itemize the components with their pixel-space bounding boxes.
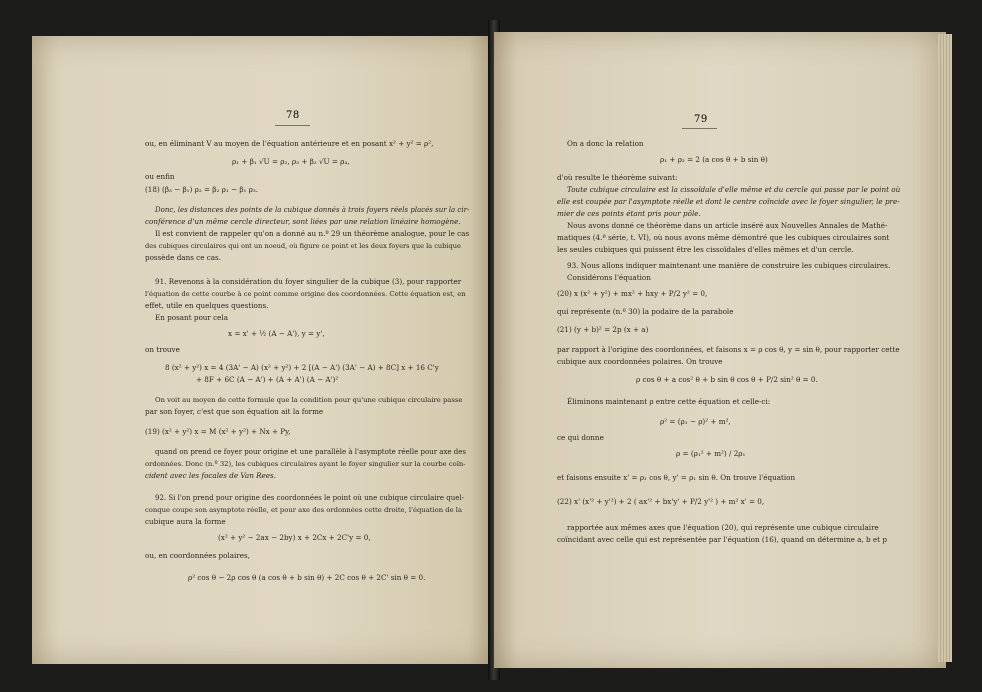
text-line: des cubiques circulaires qui ont un noeud, où figure ce point et les deux foyers que la cubique xyxy=(145,242,461,250)
text-line: par son foyer, c'est que son équation ait la forme xyxy=(145,407,324,416)
text-line: Donc, les distances des points de la cubique donnés à trois foyers réels placés sur la cir- xyxy=(155,206,470,214)
equation-line: ρ² = (ρ₁ − ρ)² + m², xyxy=(660,417,731,426)
text-line: d'où resulte le théorème suivant: xyxy=(557,173,678,182)
text-line: En posant pour cela xyxy=(155,313,229,322)
right-header-rule xyxy=(682,128,717,129)
text-line: qui représente (n.º 30) la podaire de la parabole xyxy=(557,307,734,316)
left-page xyxy=(32,36,492,664)
text-line: Toute cubique circulaire est la cissoïdale d'elle même et du cercle qui passe par le point où xyxy=(567,185,901,194)
equation-line: + 8F + 6C (A − A') + (A + A') (A − A')² xyxy=(196,375,339,384)
text-line: cident avec les focales de Van Rees. xyxy=(145,471,276,480)
text-line: ou, en coordonnées polaires, xyxy=(145,551,250,560)
text-line: Considérons l'équation xyxy=(567,273,651,282)
text-line: rapportée aux mêmes axes que l'équation (20), qui représente une cubique circulaire xyxy=(567,523,879,532)
right-page-number: 79 xyxy=(694,114,708,125)
equation-line: (19) (x² + y²) x = M (x² + y²) + Nx + Py, xyxy=(145,427,291,436)
text-line: conférence d'un même cercle directeur, sont liées par une relation linéaire homogène. xyxy=(145,217,461,226)
equation-line: (x² + y² − 2ax − 2by) x + 2Cx + 2C'y = 0, xyxy=(218,533,371,542)
equation-line: ρ cos θ + a cos² θ + b sin θ cos θ + P/2 sin² θ = 0. xyxy=(636,375,818,384)
text-line: les seules cubiques qui puissent être les cissoïdales d'elles mêmes et d'un cercle. xyxy=(557,245,854,254)
section-93-line: 93. Nous allons indiquer maintenant une manière de construire les cubiques circulaires. xyxy=(567,261,891,270)
text-line: cubique aux coordonnées polaires. On trouve xyxy=(557,357,723,366)
text-line: possède dans ce cas. xyxy=(145,253,222,262)
text-line: mier de ces points étant pris pour pôle. xyxy=(557,209,701,218)
text-line: ou, en éliminant V au moyen de l'équation antérieure et en posant x² + y² = ρ², xyxy=(145,139,434,148)
page-edges xyxy=(938,34,952,662)
section-92-line: 92. Si l'on prend pour origine des coordonnées le point où une cubique circulaire quel- xyxy=(155,494,464,502)
section-91-line: 91. Revenons à la considération du foyer singulier de la cubique (3), pour rapporter xyxy=(155,277,462,286)
text-line: elle est coupée par l'asymptote réelle et dont le centre coïncide avec le foyer singulier, le pre- xyxy=(557,197,900,206)
equation-line: ρ₁ + ρ₂ = 2 (a cos θ + b sin θ) xyxy=(660,155,768,164)
text-line: ce qui donne xyxy=(557,433,604,442)
text-line: effet, utile en quelques questions. xyxy=(145,301,269,310)
text-line: coïncidant avec celle qui est représentée par l'équation (16), quand on détermine a, b et p xyxy=(557,535,887,544)
text-line: l'équation de cette courbe à ce point comme origine des coordonnées. Cette équation est, en xyxy=(145,290,466,298)
equation-line: ρ = (ρ₁² + m²) / 2ρ₁ xyxy=(676,449,746,458)
text-line: quand on prend ce foyer pour origine et une parallèle à l'asymptote réelle pour axe des xyxy=(155,448,466,456)
text-line: et faisons ensuite x' = ρ₁ cos θ, y' = ρ₁ sin θ. On trouve l'équation xyxy=(557,473,796,482)
text-line: on trouve xyxy=(145,345,180,354)
text-line: On voit au moyen de cette formule que la condition pour qu'une cubique circulaire passe xyxy=(155,396,463,404)
text-line: Nous avons donné ce théorème dans un article inséré aux Nouvelles Annales de Mathé- xyxy=(567,221,888,230)
text-line: ou enfin xyxy=(145,172,175,181)
text-line: matiques (4.ª série, t. VI), où nous avons même démontré que les cubiques circulaires sont xyxy=(557,233,890,242)
equation-line: 8 (x² + y²) x = 4 (3A' − A) (x² + y²) + 2 [(A − A') (3A' − A) + 8C] x + 16 C'y xyxy=(165,363,439,372)
text-line: Éliminons maintenant ρ entre cette équation et celle-ci: xyxy=(567,397,771,406)
equation-line: x = x' + ½ (A − A'), y = y', xyxy=(228,329,325,338)
equation-line: ρ² cos θ − 2ρ cos θ (a cos θ + b sin θ) + 2C cos θ + 2C' sin θ = 0. xyxy=(188,573,426,582)
text-line: conque coupe son asymptote réelle, et pour axe des ordonnées cette droite, l'équation de la xyxy=(145,506,463,514)
equation-line: (22) x' (x'² + y'²) + 2 ( ax'² + bx'y' + P/2 y'² ) + m² x' = 0, xyxy=(557,497,765,506)
equation-line: ρ₁ + β₁ √U = ρ₂, ρ₃ + β₂ √U = ρ₄, xyxy=(232,157,350,166)
text-line: Il est convient de rappeler qu'on a donné au n.º 29 un théorème analogue, pour le cas xyxy=(155,229,470,238)
text-line: cubique aura la forme xyxy=(145,517,226,526)
left-header-rule xyxy=(275,125,310,126)
text-line: par rapport à l'origine des coordonnées, et faisons x = ρ cos θ, y = sin θ, pour rapporter cette xyxy=(557,345,900,354)
text-line: ordonnées. Donc (n.º 32), les cubiques circulaires ayant le foyer singulier sur la courbe coïn- xyxy=(145,460,466,468)
text-line: On a donc la relation xyxy=(567,139,644,148)
left-page-number: 78 xyxy=(286,110,300,121)
equation-line: (18) (β₃ − β₁) ρ₂ = β₂ ρ₁ − β₁ ρ₃. xyxy=(145,185,259,194)
equation-line: (21) (y + b)² = 2p (x + a) xyxy=(557,325,649,334)
equation-line: (20) x (x² + y²) + mx² + hxy + P/2 y² = 0, xyxy=(557,289,708,298)
